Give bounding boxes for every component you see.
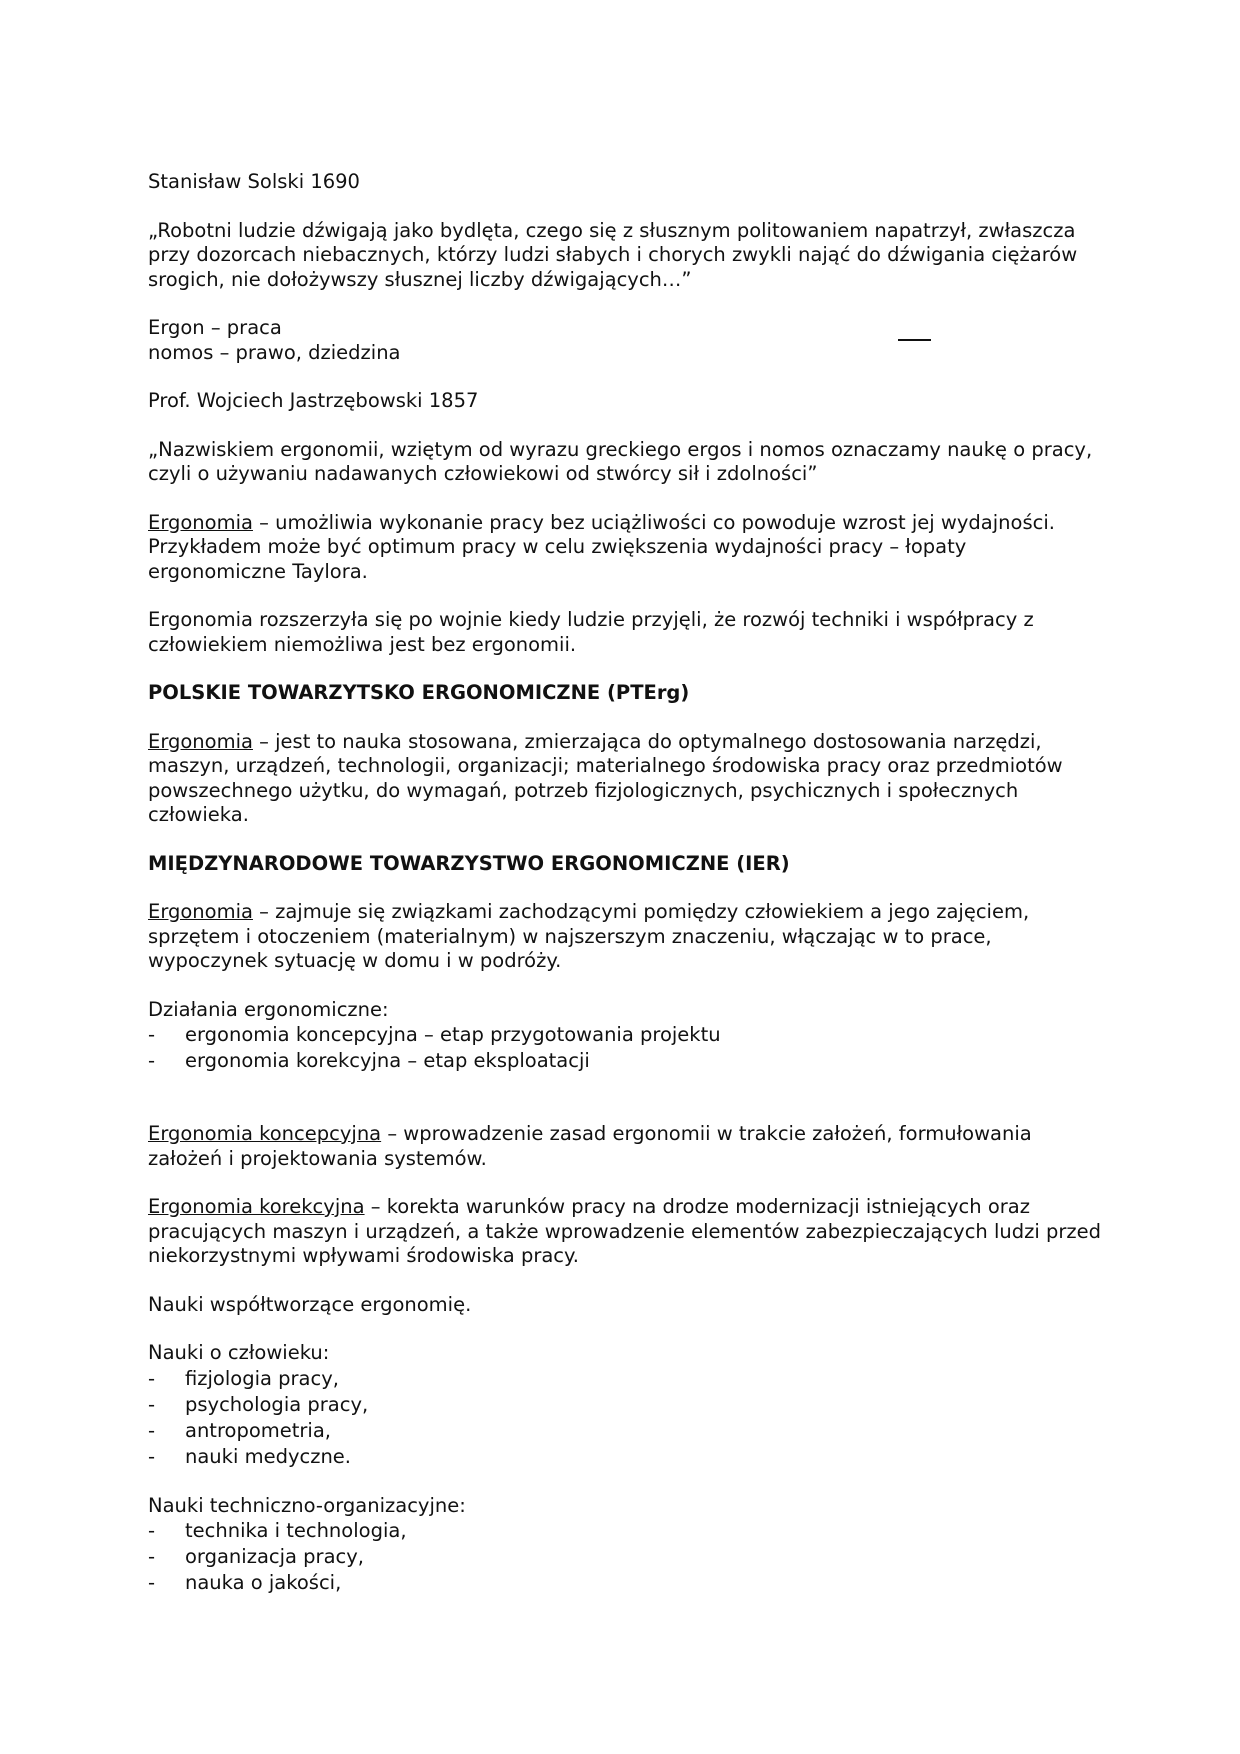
definition-text: – wprowadzenie zasad ergonomii w trakcie założeń, formułowania założeń i projektowania systemów. — [148, 1122, 1032, 1170]
definition-text: – zajmuje się związkami zachodzącymi pomiędzy człowiekiem a jego zajęciem, sprzętem i otoczeniem (materialnym) w najszerszym znaczeniu, włączając w to prace, wypoczynek sytuację w domu i w podróży. — [148, 900, 1030, 972]
tech-sciences-list — [148, 1518, 1108, 1596]
tech-sciences-title: Nauki techniczno-organizacyjne: — [148, 1493, 466, 1517]
quote-solski: „Robotni ludzie dźwigają jako bydlęta, czego się z słusznym politowaniem napatrzył, zwłaszcza przy dozorcach niebacznych, którzy ludzi słabych i chorych zwykli nająć do dźwigania ciężarów srogich, nie dołożywszy słusznej liczby dźwigających…” — [148, 218, 1078, 291]
section-heading-pterg: POLSKIE TOWARZYTSKO ERGONOMICZNE (PTErg) — [148, 681, 690, 704]
list-item: - antropometria, — [148, 1418, 1108, 1444]
list-item: - fizjologia pracy, — [148, 1366, 1108, 1392]
paragraph-postwar: Ergonomia rozszerzyła się po wojnie kiedy ludzie przyjęli, że rozwój techniki i współpracy z człowiekiem niemożliwa jest bez ergonomii. — [148, 608, 1034, 656]
heading-solski: Stanisław Solski 1690 — [148, 170, 360, 193]
human-sciences-list — [148, 1366, 1108, 1470]
term-ergonomia: Ergonomia — [148, 510, 253, 534]
spacer — [148, 1098, 1108, 1122]
actions-list — [148, 1022, 1108, 1074]
definition-text: – korekta warunków pracy na drodze modernizacji istniejących oraz pracujących maszyn i urządzeń, a także wprowadzenie elementów zabezpieczających ludzi przed niekorzystnymi wpływami środowiska pracy. — [148, 1195, 1102, 1267]
list-item: - ergonomia korekcyjna – etap eksploatacji — [148, 1048, 1108, 1074]
section-heading-ier: MIĘDZYNARODOWE TOWARZYSTWO ERGONOMICZNE (IER) — [148, 851, 790, 875]
definition-corrective — [148, 1195, 1108, 1269]
etymology-nomos: nomos – prawo, dziedzina — [148, 340, 401, 364]
definition-text: – umożliwia wykonanie pracy bez uciążliwości co powoduje wzrost jej wydajności. Przykładem może być optimum pracy w celu zwiększenia wydajności pracy – łopaty ergonomiczne Taylora. — [148, 510, 1055, 583]
list-item: - nauki medyczne. — [148, 1444, 1108, 1470]
list-item: - organizacja pracy, — [148, 1544, 1108, 1570]
definition-conceptual — [148, 1122, 1108, 1171]
list-item: - technika i technologia, — [148, 1518, 1108, 1544]
list-item: - psychologia pracy, — [148, 1392, 1108, 1418]
definition-ergonomia-1 — [148, 511, 1108, 585]
term-ergonomia-korekcyjna: Ergonomia korekcyjna — [148, 1195, 365, 1218]
human-sciences-title: Nauki o człowieku: — [148, 1341, 330, 1364]
quote-jastrzebowski: „Nazwiskiem ergonomii, wziętym od wyrazu greckiego ergos i nomos oznaczamy naukę o pracy, czyli o używaniu nadawanych człowiekowi od stwórcy sił i zdolności” — [148, 437, 1093, 485]
term-ergonomia-koncepcyjna: Ergonomia koncepcyjna — [148, 1122, 382, 1145]
actions-title: Działania ergonomiczne: — [148, 997, 389, 1021]
list-item: - ergonomia koncepcyjna – etap przygotowania projektu — [148, 1022, 1108, 1048]
co-sciences-heading: Nauki współtworzące ergonomię. — [148, 1292, 472, 1316]
etymology-ergon: Ergon – praca — [148, 316, 282, 339]
term-ergonomia: Ergonomia — [148, 900, 253, 923]
heading-jastrzebowski: Prof. Wojciech Jastrzębowski 1857 — [148, 389, 479, 412]
term-ergonomia: Ergonomia — [148, 729, 253, 753]
definition-ier — [148, 900, 1108, 974]
list-item: - nauka o jakości, — [148, 1570, 1108, 1596]
document-body — [148, 170, 1108, 1620]
definition-text: – jest to nauka stosowana, zmierzająca do optymalnego dostosowania narzędzi, maszyn, urządzeń, technologii, organizacji; materialnego środowiska pracy oraz przedmiotów powszechnego użytku, do wymagań, potrzeb fizjologicznych, psychicznych i społecznych człowieka. — [148, 729, 1063, 826]
definition-pterg — [148, 730, 1108, 828]
